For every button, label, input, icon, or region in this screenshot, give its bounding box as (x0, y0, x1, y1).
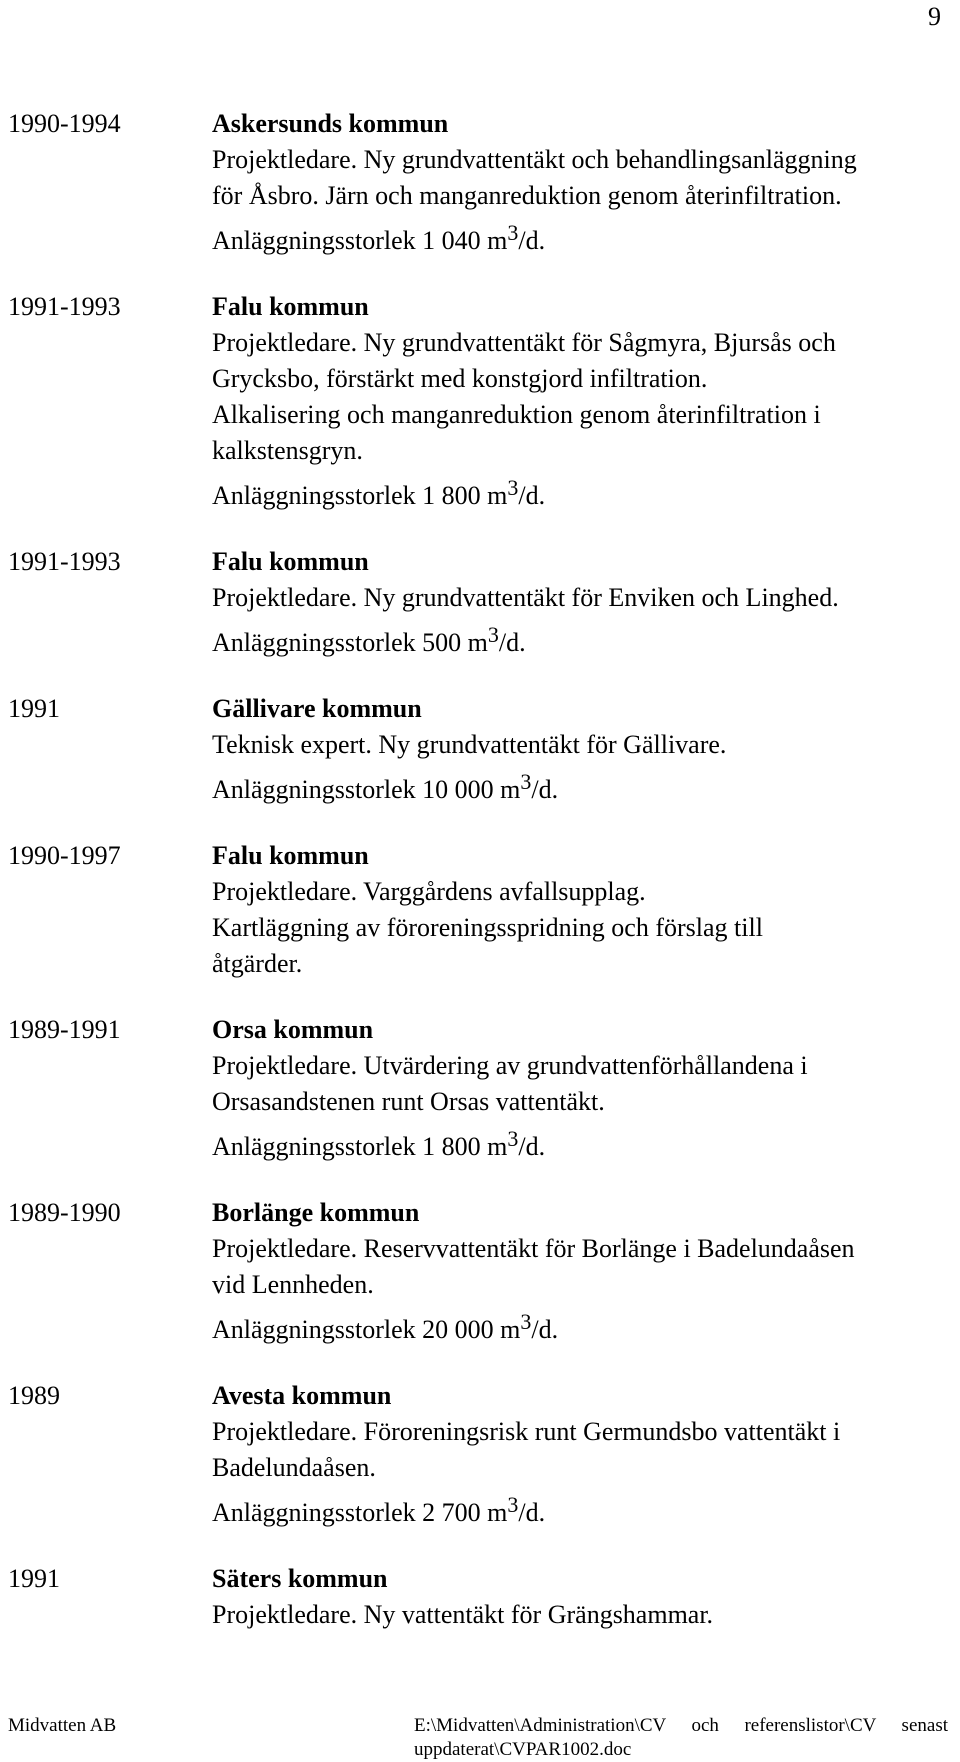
project-capacity (212, 1492, 938, 1531)
project-entry (8, 106, 938, 259)
page-number: 9 (928, 2, 941, 31)
capacity-exponent: 3 (520, 1309, 532, 1334)
project-capacity (212, 1126, 938, 1165)
project-body (212, 544, 938, 661)
project-capacity (212, 475, 938, 514)
project-description-line: Projektledare. Ny vattentäkt för Grängshammar. (212, 1600, 714, 1629)
project-years: 1989-1991 (8, 1015, 121, 1044)
project-employer: Orsa kommun (212, 1015, 374, 1044)
project-body (212, 838, 938, 982)
capacity-text: Anläggningsstorlek 500 m (212, 628, 488, 657)
project-description-line: Orsasandstenen runt Orsas vattentäkt. (212, 1087, 605, 1116)
capacity-exponent: 3 (520, 769, 532, 794)
capacity-unit: /d. (518, 1498, 546, 1527)
capacity-exponent: 3 (507, 220, 519, 245)
project-body (212, 1195, 938, 1348)
project-years: 1991-1993 (8, 292, 121, 321)
project-employer: Gällivare kommun (212, 694, 422, 723)
project-entry (8, 691, 938, 808)
capacity-text: Anläggningsstorlek 10 000 m (212, 775, 521, 804)
project-entry (8, 289, 938, 514)
project-years: 1991 (8, 694, 60, 723)
capacity-text: Anläggningsstorlek 1 040 m (212, 226, 508, 255)
project-description-line: Projektledare. Ny grundvattentäkt för Enviken och Linghed. (212, 583, 839, 612)
footer-file-path: E:\Midvatten\Administration\CV och referenslistor\CV senast uppdaterat\CVPAR1002.doc (414, 1715, 948, 1760)
capacity-unit: /d. (518, 481, 546, 510)
project-description-line: Teknisk expert. Ny grundvattentäkt för Gällivare. (212, 730, 727, 759)
capacity-exponent: 3 (507, 1492, 519, 1517)
project-description-line: Projektledare. Reservvattentäkt för Borlänge i Badelundaåsen (212, 1234, 855, 1263)
project-employer: Falu kommun (212, 841, 369, 870)
project-employer: Askersunds kommun (212, 109, 449, 138)
capacity-text: Anläggningsstorlek 1 800 m (212, 1132, 508, 1161)
project-employer: Avesta kommun (212, 1381, 392, 1410)
project-description-line: för Åsbro. Järn och manganreduktion genom återinfiltration. (212, 181, 842, 210)
project-entry (8, 1561, 938, 1633)
project-employer: Säters kommun (212, 1564, 388, 1593)
project-entry (8, 1012, 938, 1165)
project-years: 1991 (8, 1564, 60, 1593)
project-entry (8, 1195, 938, 1348)
capacity-text: Anläggningsstorlek 2 700 m (212, 1498, 508, 1527)
capacity-exponent: 3 (507, 1126, 519, 1151)
project-body (212, 691, 938, 808)
project-body (212, 1561, 938, 1633)
project-entry (8, 838, 938, 982)
capacity-unit: /d. (531, 1315, 559, 1344)
footer-company: Midvatten AB (8, 1715, 117, 1736)
project-description-line: Kartläggning av föroreningsspridning och förslag till (212, 913, 763, 942)
capacity-unit: /d. (518, 1132, 546, 1161)
project-list (8, 106, 938, 1663)
project-capacity (212, 622, 938, 661)
project-years: 1990-1997 (8, 841, 121, 870)
project-description-line: Projektledare. Ny grundvattentäkt och behandlingsanläggning (212, 145, 857, 174)
project-body (212, 1378, 938, 1531)
project-years: 1990-1994 (8, 109, 121, 138)
project-description-line: vid Lennheden. (212, 1270, 374, 1299)
project-employer: Borlänge kommun (212, 1198, 420, 1227)
project-description-line: Projektledare. Ny grundvattentäkt för Sågmyra, Bjursås och (212, 328, 836, 357)
project-body (212, 289, 938, 514)
capacity-unit: /d. (498, 628, 526, 657)
project-body (212, 1012, 938, 1165)
project-capacity (212, 220, 938, 259)
capacity-text: Anläggningsstorlek 1 800 m (212, 481, 508, 510)
project-employer: Falu kommun (212, 292, 369, 321)
project-description-line: Projektledare. Varggårdens avfallsupplag. (212, 877, 646, 906)
project-description-line: kalkstensgryn. (212, 436, 363, 465)
project-description-line: Projektledare. Utvärdering av grundvattenförhållandena i (212, 1051, 808, 1080)
capacity-unit: /d. (518, 226, 546, 255)
project-description-line: Projektledare. Föroreningsrisk runt Germundsbo vattentäkt i (212, 1417, 841, 1446)
project-description-line: Badelundaåsen. (212, 1453, 376, 1482)
capacity-unit: /d. (531, 775, 559, 804)
project-description-line: Grycksbo, förstärkt med konstgjord infiltration. (212, 364, 708, 393)
project-body (212, 106, 938, 259)
project-capacity (212, 769, 938, 808)
project-capacity (212, 1309, 938, 1348)
project-entry (8, 1378, 938, 1531)
capacity-text: Anläggningsstorlek 20 000 m (212, 1315, 521, 1344)
project-years: 1989-1990 (8, 1198, 121, 1227)
project-years: 1991-1993 (8, 547, 121, 576)
project-description-line: Alkalisering och manganreduktion genom återinfiltration i (212, 400, 821, 429)
project-entry (8, 544, 938, 661)
capacity-exponent: 3 (507, 475, 519, 500)
capacity-exponent: 3 (487, 622, 499, 647)
project-description-line: åtgärder. (212, 949, 303, 978)
project-employer: Falu kommun (212, 547, 369, 576)
project-years: 1989 (8, 1381, 60, 1410)
